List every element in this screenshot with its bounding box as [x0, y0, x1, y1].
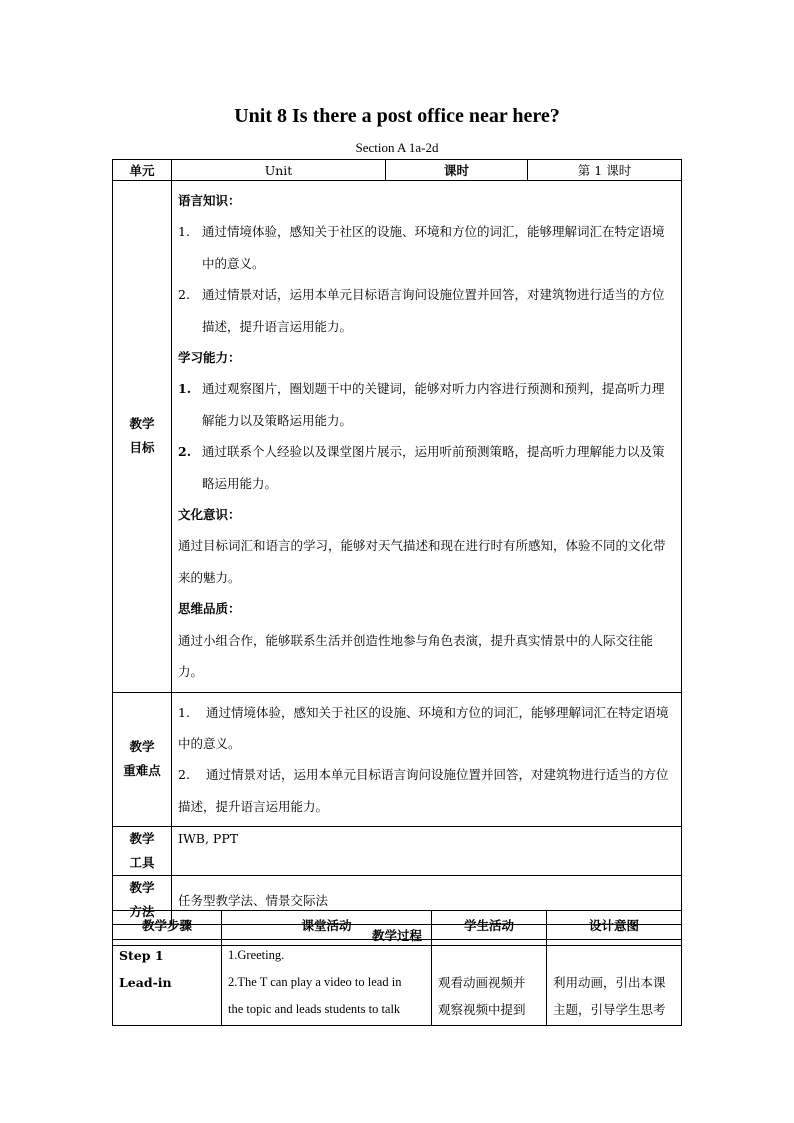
difficulty-label: 教学 重难点	[113, 692, 172, 827]
language-knowledge-heading: 语言知识：	[178, 193, 241, 208]
period-value: 第 1 课时	[528, 160, 682, 181]
lesson-plan-table	[112, 159, 682, 946]
thinking-quality-heading: 思维品质：	[178, 601, 241, 617]
step-cell: Step 1 Lead-in	[113, 940, 222, 1026]
goals-label: 教学 目标	[113, 181, 172, 693]
column-header: 课堂活动	[222, 911, 432, 940]
goal-item: 2. 通过联系个人经验以及课堂图片展示，运用听前预测策略，提高听力理解能力以及策略运用能力。	[178, 444, 665, 491]
activity-cell: 1.Greeting. 2.The T can play a video to lead in the topic and leads students to talk	[222, 940, 432, 1026]
process-heading: 教学过程	[113, 925, 682, 946]
unit-value: Unit	[172, 160, 386, 181]
difficulty-content	[172, 692, 682, 827]
column-header: 设计意图	[547, 911, 682, 940]
goal-item: 1. 通过情境体验，感知关于社区的设施、环境和方位的词汇，能够理解词汇在特定语境中的意义。	[178, 224, 665, 271]
methods-value: 任务型教学法、情景交际法	[172, 876, 682, 925]
difficulty-item: 1. 通过情境体验，感知关于社区的设施、环境和方位的词汇，能够理解词汇在特定语境中的意义。	[178, 704, 669, 751]
cultural-awareness-heading: 文化意识：	[178, 507, 241, 523]
goal-paragraph: 通过目标词汇和语言的学习，能够对天气描述和现在进行时有所感知，体验不同的文化带来的魅力。	[178, 538, 666, 585]
period-label: 课时	[386, 160, 528, 181]
difficulty-item: 2. 通过情景对话，运用本单元目标语言询问设施位置并回答，对建筑物进行适当的方位描述，提升语言运用能力。	[178, 767, 669, 814]
column-header: 教学步骤	[113, 911, 222, 940]
goals-content	[172, 181, 682, 693]
goal-paragraph: 通过小组合作，能够联系生活并创造性地参与角色表演，提升真实情景中的人际交往能力。	[178, 632, 654, 680]
process-table	[112, 910, 682, 1026]
tools-value: IWB, PPT	[172, 827, 682, 876]
design-intent-cell: 利用动画，引出本课 主题，引导学生思考	[547, 940, 682, 1026]
page-subtitle: Section A 1a-2d	[355, 140, 439, 155]
tools-label: 教学 工具	[113, 827, 172, 876]
column-header: 学生活动	[432, 911, 547, 940]
unit-label: 单元	[113, 160, 172, 181]
student-activity-cell: 观看动画视频并 观察视频中提到	[432, 940, 547, 1026]
learning-ability-heading: 学习能力：	[178, 350, 241, 366]
goal-item: 2. 通过情景对话，运用本单元目标语言询问设施位置并回答，对建筑物进行适当的方位描述，提升语言运用能力。	[178, 287, 665, 334]
methods-label: 教学 方法	[113, 876, 172, 925]
goal-item: 1. 通过观察图片，圈划题干中的关键词，能够对听力内容进行预测和预判，提高听力理解能力以及策略运用能力。	[178, 381, 665, 428]
page-title: Unit 8 Is there a post office near here?	[234, 105, 560, 127]
